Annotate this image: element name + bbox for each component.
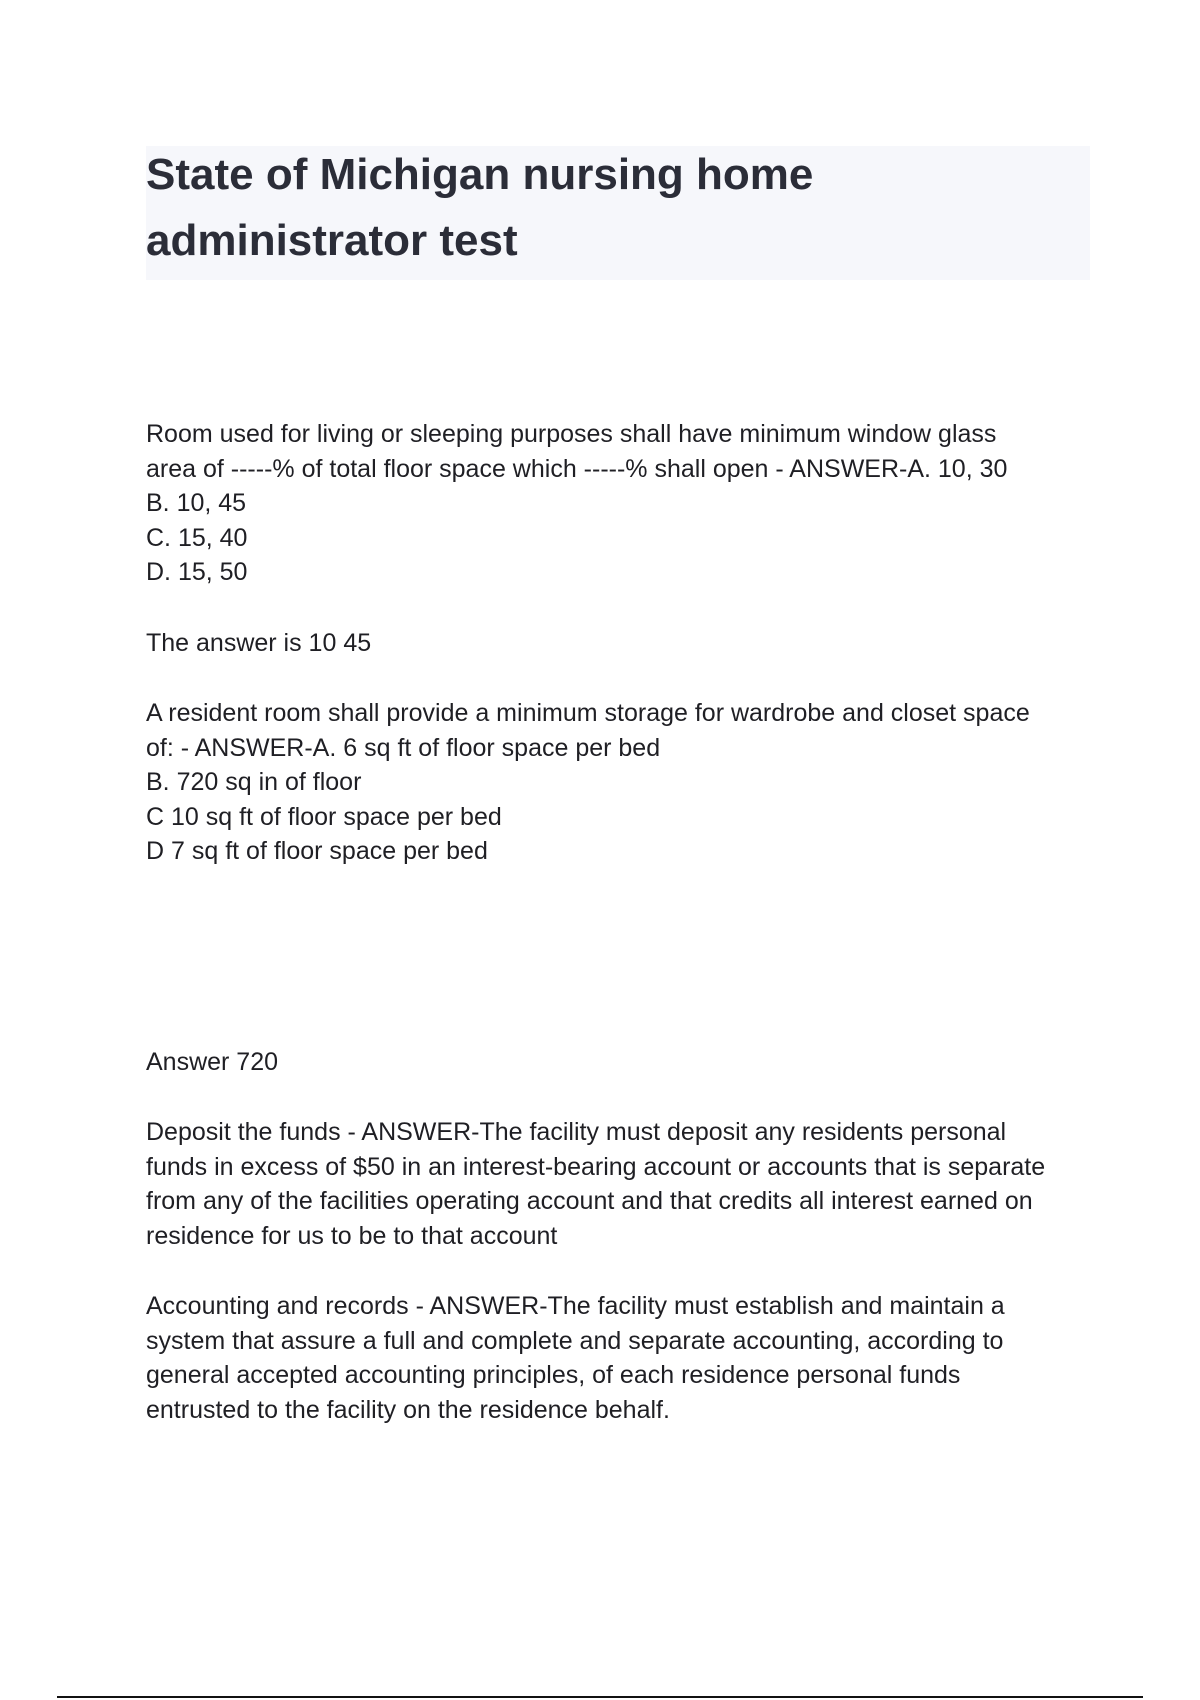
- spacer: [146, 1253, 1106, 1289]
- question-text-line: Room used for living or sleeping purposes shall have minimum window glass: [146, 420, 997, 448]
- spacer: [146, 869, 1106, 1045]
- question-text-line: funds in excess of $50 in an interest-bearing account or accounts that is separate: [146, 1152, 1046, 1181]
- question-text-line: Deposit the funds - ANSWER-The facility must deposit any residents personal: [146, 1118, 1007, 1146]
- question-wardrobe-storage: [146, 696, 1106, 869]
- question-text-line: system that assure a full and complete and separate accounting, according to: [146, 1326, 1004, 1355]
- answer-note-text: Answer 720: [146, 1047, 279, 1076]
- answer-option: D. 15, 50: [146, 558, 248, 586]
- question-text-line: Accounting and records - ANSWER-The facility must establish and maintain a: [146, 1292, 1005, 1320]
- title-line: administrator test: [146, 216, 518, 265]
- question-text-line: entrusted to the facility on the residence behalf.: [146, 1395, 670, 1424]
- answer-option: B. 720 sq in of floor: [146, 768, 362, 796]
- question-deposit-funds: [146, 1115, 1106, 1253]
- question-accounting-records: [146, 1289, 1106, 1427]
- answer-option: B. 10, 45: [146, 489, 247, 517]
- answer-option: C. 15, 40: [146, 523, 248, 552]
- question-window-glass: [146, 417, 1106, 590]
- question-text-line: A resident room shall provide a minimum storage for wardrobe and closet space: [146, 699, 1030, 727]
- question-text-line: area of -----% of total floor space which -----% shall open - ANSWER-A. 10, 30: [146, 454, 1008, 483]
- answer-note: [146, 626, 1106, 661]
- spacer: [146, 660, 1106, 696]
- answer-option: C 10 sq ft of floor space per bed: [146, 802, 502, 831]
- page-title: [146, 142, 1046, 274]
- spacer: [146, 590, 1106, 626]
- spacer: [146, 1079, 1106, 1115]
- title-line: State of Michigan nursing home: [146, 150, 814, 199]
- answer-note: [146, 1045, 1106, 1080]
- question-text-line: residence for us to be to that account: [146, 1221, 558, 1250]
- answer-note-text: The answer is 10 45: [146, 628, 372, 657]
- question-text-line: from any of the facilities operating account and that credits all interest earned on: [146, 1187, 1033, 1215]
- question-text-line: of: - ANSWER-A. 6 sq ft of floor space per bed: [146, 733, 661, 762]
- question-text-line: general accepted accounting principles, of each residence personal funds: [146, 1361, 961, 1389]
- document-body: [146, 417, 1106, 1427]
- page-bottom-divider: [57, 1696, 1143, 1698]
- answer-option: D 7 sq ft of floor space per bed: [146, 837, 488, 865]
